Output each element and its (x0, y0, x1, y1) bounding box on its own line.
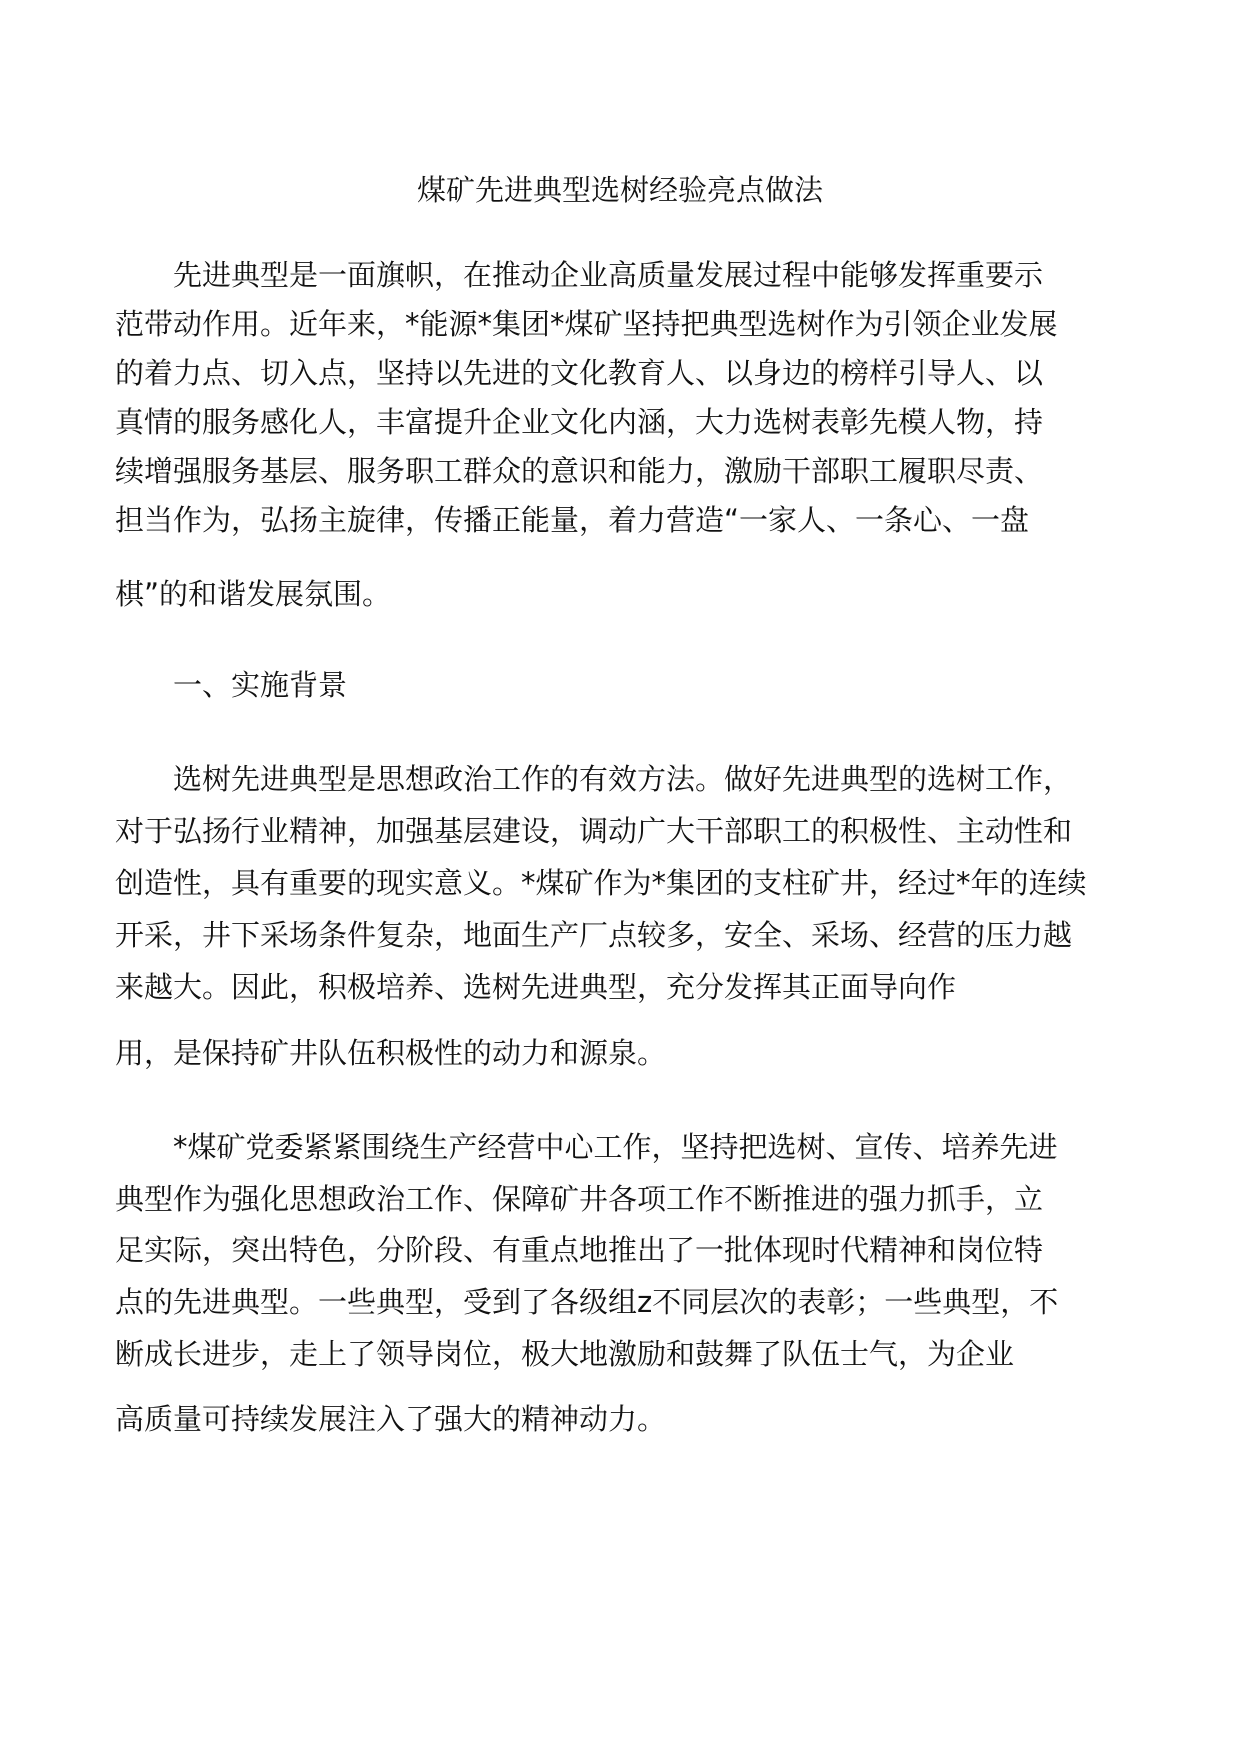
para2-line-3: 创造性，具有重要的现实意义。*煤矿作为*集团的支柱矿井，经过*年的连续 (115, 866, 1087, 900)
para3-line-4: 点的先进典型。一些典型，受到了各级组z不同层次的表彰；一些典型，不 (115, 1285, 1059, 1319)
intro-line-2: 范带动作用。近年来，*能源*集团*煤矿坚持把典型选树作为引领企业发展 (115, 307, 1058, 341)
document-title: 煤矿先进典型选树经验亮点做法 (416, 173, 823, 207)
intro-line-7: 棋”的和谐发展氛围。 (115, 577, 392, 611)
intro-line-1: 先进典型是一面旗帜，在推动企业高质量发展过程中能够发挥重要示 (173, 258, 1044, 292)
para2-line-1: 选树先进典型是思想政治工作的有效方法。做好先进典型的选树工作， (173, 762, 1073, 796)
para2-line-6: 用，是保持矿井队伍积极性的动力和源泉。 (115, 1036, 667, 1070)
intro-line-6: 担当作为，弘扬主旋律，传播正能量，着力营造“一家人、一条心、一盘 (115, 503, 1030, 537)
para3-line-3: 足实际，突出特色，分阶段、有重点地推出了一批体现时代精神和岗位特 (115, 1233, 1044, 1267)
intro-line-4: 真情的服务感化人，丰富提升企业文化内涵，大力选树表彰先模人物，持 (115, 405, 1044, 439)
para3-line-6: 高质量可持续发展注入了强大的精神动力。 (115, 1402, 667, 1436)
para2-line-2: 对于弘扬行业精神，加强基层建设，调动广大干部职工的积极性、主动性和 (115, 814, 1073, 848)
para3-line-5: 断成长进步，走上了领导岗位，极大地激励和鼓舞了队伍士气，为企业 (115, 1337, 1015, 1371)
intro-line-3: 的着力点、切入点，坚持以先进的文化教育人、以身边的榜样引导人、以 (115, 356, 1044, 390)
para3-line-2: 典型作为强化思想政治工作、保障矿井各项工作不断推进的强力抓手，立 (115, 1182, 1044, 1216)
section-heading: 一、实施背景 (173, 668, 348, 702)
intro-line-5: 续增强服务基层、服务职工群众的意识和能力，激励干部职工履职尽责、 (115, 454, 1044, 488)
para3-line-1: *煤矿党委紧紧围绕生产经营中心工作，坚持把选树、宣传、培养先进 (173, 1130, 1058, 1164)
para2-line-4: 开采，井下采场条件复杂，地面生产厂点较多，安全、采场、经营的压力越 (115, 918, 1073, 952)
para2-line-5: 来越大。因此，积极培养、选树先进典型，充分发挥其正面导向作 (115, 970, 957, 1004)
